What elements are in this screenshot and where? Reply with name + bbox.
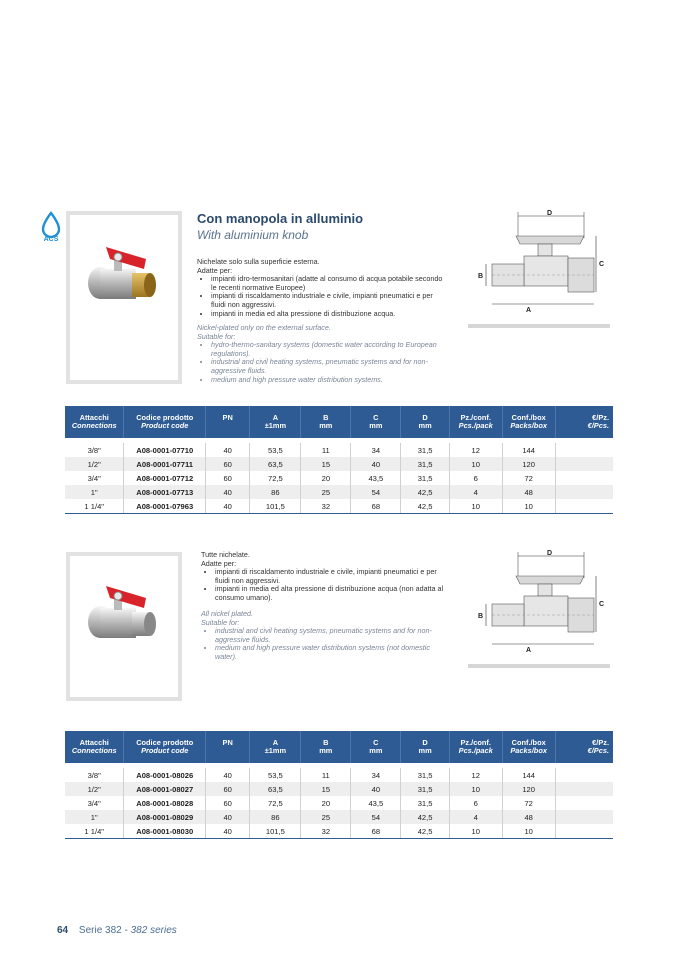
- desc-item: • hydro-thermo-sanitary systems (domestic water according to European regulations).: [211, 341, 447, 358]
- dim-label-c: C: [599, 261, 605, 268]
- desc-item: • medium and high pressure water distribution systems (not domestic water).: [215, 644, 451, 661]
- col-c: C mm: [351, 731, 401, 763]
- col-connections: Attacchi Connections: [65, 731, 124, 763]
- product-photo-nickel-plated: [66, 552, 182, 701]
- col-packs-box: Conf./box Packs/box: [502, 731, 555, 763]
- table-row: 3/4" A08-0001-07712 60 72,5 20 43,5 31,5 6 72: [65, 471, 613, 485]
- table-row: 1" A08-0001-07713 40 86 25 54 42,5 4 48: [65, 485, 613, 499]
- col-price: €/Pz. €/Pcs.: [555, 731, 613, 763]
- table-row: 3/8" A08-0001-07710 40 53,5 11 34 31,5 12 144: [65, 443, 613, 457]
- acs-label: ACS: [43, 236, 59, 243]
- table-row: 3/8" A08-0001-08026 40 53,5 11 34 31,5 12 144: [65, 768, 613, 782]
- series-separator: -: [124, 925, 128, 936]
- technical-drawing: [464, 548, 614, 670]
- dim-label-b: B: [478, 273, 484, 280]
- desc-intro: Tutte nichelate.: [201, 550, 250, 559]
- product-photo-aluminium-knob: [66, 211, 182, 384]
- description-italian: [197, 258, 447, 318]
- col-d: D mm: [401, 406, 449, 438]
- page-footer: [57, 925, 177, 936]
- col-product-code: Codice prodotto Product code: [124, 406, 206, 438]
- col-a: A ±1mm: [250, 731, 301, 763]
- desc-intro: All nickel plated.: [201, 609, 253, 618]
- desc-intro: Nichelate solo sulla superficie esterna.: [197, 257, 320, 266]
- dim-label-d: D: [547, 550, 553, 557]
- table-header-row: [65, 406, 613, 438]
- table-row: 1/2" A08-0001-08027 60 63,5 15 40 31,5 10 120: [65, 782, 613, 796]
- page-number: 64: [57, 925, 69, 936]
- series-label-it: Serie 382: [78, 925, 122, 936]
- col-d: D mm: [401, 731, 449, 763]
- desc-lead: Adatte per:: [201, 558, 237, 568]
- col-packs-box: Conf./box Packs/box: [502, 406, 555, 438]
- table-row: 1 1/4" A08-0001-08030 40 101,5 32 68 42,5 10 10: [65, 824, 613, 839]
- section-subtitle: With aluminium knob: [197, 228, 309, 242]
- col-pcs-pack: Pz./conf. Pcs./pack: [449, 731, 502, 763]
- description-english: [201, 610, 451, 662]
- desc-item: • industrial and civil heating systems, pneumatic systems and for non-aggressive fluids.: [215, 627, 451, 644]
- desc-lead: Adatte per:: [197, 265, 233, 275]
- dim-label-c: C: [599, 601, 605, 608]
- col-b: B mm: [301, 406, 351, 438]
- col-product-code: Codice prodotto Product code: [124, 731, 206, 763]
- desc-item: • impianti idro-termosanitari (adatte al consumo di acqua potabile secondo le recenti normative Europee): [211, 275, 447, 292]
- dim-label-a: A: [526, 307, 532, 314]
- col-connections: Attacchi Connections: [65, 406, 124, 438]
- desc-item: • impianti di riscaldamento industriale e civile, impianti pneumatici e per fluidi non aggressivi.: [211, 292, 447, 309]
- table-row: 1 1/4" A08-0001-07963 40 101,5 32 68 42,5 10 10: [65, 499, 613, 514]
- col-pn: PN: [206, 406, 250, 438]
- description-english: [197, 324, 447, 384]
- desc-item: • medium and high pressure water distribution systems.: [211, 376, 447, 385]
- desc-item: • impianti in media ed alta pressione di distribuzione acqua.: [211, 310, 447, 319]
- technical-drawing: [464, 208, 614, 330]
- col-b: B mm: [301, 731, 351, 763]
- desc-item: • impianti in media ed alta pressione di distribuzione acqua (non adatta al consumo umano).: [215, 585, 451, 602]
- desc-intro: Nickel-plated only on the external surface.: [197, 323, 331, 332]
- desc-lead: Suitable for:: [197, 331, 236, 341]
- specs-table-aluminium-knob: [65, 406, 613, 514]
- col-a: A ±1mm: [250, 406, 301, 438]
- table-row: 1" A08-0001-08029 40 86 25 54 42,5 4 48: [65, 810, 613, 824]
- desc-lead: Suitable for:: [201, 617, 240, 627]
- table-row: 3/4" A08-0001-08028 60 72,5 20 43,5 31,5 6 72: [65, 796, 613, 810]
- col-pn: PN: [206, 731, 250, 763]
- col-c: C mm: [351, 406, 401, 438]
- specs-table-nickel-plated: [65, 731, 613, 839]
- col-price: €/Pz. €/Pcs.: [555, 406, 613, 438]
- dim-label-b: B: [478, 613, 484, 620]
- desc-item: • impianti di riscaldamento industriale e civile, impianti pneumatici e per fluidi non aggressivi.: [215, 568, 451, 585]
- table-header-row: [65, 731, 613, 763]
- description-italian: [201, 551, 451, 603]
- desc-item: • industrial and civil heating systems, pneumatic systems and for non-aggressive fluids.: [211, 358, 447, 375]
- section-title: Con manopola in alluminio: [197, 211, 364, 226]
- dim-label-d: D: [547, 210, 553, 217]
- table-row: 1/2" A08-0001-07711 60 63,5 15 40 31,5 10 120: [65, 457, 613, 471]
- dim-label-a: A: [526, 647, 532, 654]
- col-pcs-pack: Pz./conf. Pcs./pack: [449, 406, 502, 438]
- series-label-en: 382 series: [130, 925, 177, 936]
